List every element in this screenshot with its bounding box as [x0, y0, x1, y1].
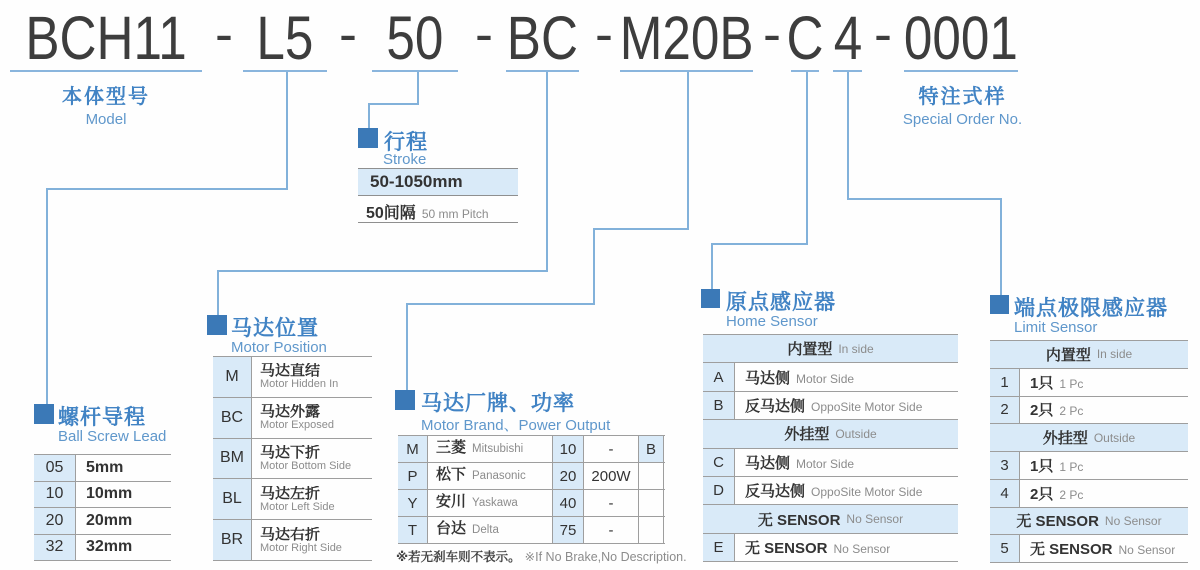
connector-line	[687, 72, 689, 228]
code-cell: BR	[213, 520, 252, 560]
limit-sensor-bullet-icon	[990, 295, 1009, 314]
code-cell: P	[398, 463, 428, 489]
ball-screw-title-en: Ball Screw Lead	[58, 428, 167, 445]
table-row	[34, 508, 171, 535]
motor-position-title-en: Motor Position	[231, 339, 327, 356]
connector-line	[217, 270, 548, 272]
connector-line	[847, 198, 1002, 200]
code-cell: 3	[990, 452, 1020, 479]
code-cell: A	[703, 363, 735, 390]
note-en: ※If No Brake,No Description.	[524, 550, 687, 564]
connector-line	[406, 303, 408, 391]
power-code-cell: 40	[553, 490, 584, 516]
motor-brand-title-zh: 马达厂牌、功率	[421, 392, 575, 415]
connector-line	[368, 103, 370, 128]
model-code-segment-motor-brand: M20B	[619, 4, 754, 72]
stroke-title-zh: 行程	[384, 131, 428, 154]
table-row: 4 2只 2 Pc	[990, 480, 1188, 508]
brand-cell: 松下 Panasonic	[428, 463, 553, 489]
table-row: A 马达侧 Motor Side	[703, 363, 958, 391]
table-row: E 无 SENSOR No Sensor	[703, 534, 958, 562]
table-row	[398, 490, 665, 517]
code-cell: 4	[990, 480, 1020, 507]
table-row: BL 马达左折 Motor Left Side	[213, 479, 372, 520]
brand-cell: 三菱 Mitsubishi	[428, 436, 553, 462]
code-cell: BM	[213, 439, 252, 479]
connector-line	[711, 243, 713, 289]
table-row: 3 1只 1 Pc	[990, 452, 1188, 480]
value-cell: 20mm	[86, 511, 133, 529]
group-header-row: 无 SENSOR No Sensor	[703, 505, 958, 533]
limit-sensor-title-en: Limit Sensor	[1014, 319, 1098, 336]
special-order-label-zh: 特注式样	[918, 86, 1007, 108]
stroke-table	[358, 168, 518, 223]
home-sensor-title-en: Home Sensor	[726, 313, 818, 330]
model-code-segment-limit-sensor: 4	[833, 4, 862, 72]
model-code-segment-home-sensor: C	[786, 4, 824, 72]
power-code-cell: 75	[553, 517, 584, 543]
motor-position-table	[213, 356, 372, 561]
power-code-cell: 20	[553, 463, 584, 489]
connector-line	[46, 188, 48, 404]
model-code-separator: -	[215, 4, 233, 64]
motor-brand-bullet-icon	[395, 390, 415, 410]
code-cell: D	[703, 477, 735, 504]
motor-brand-title-en: Motor Brand、Power Output	[421, 417, 611, 434]
model-code-separator: -	[763, 4, 781, 64]
brake-cell	[639, 517, 664, 543]
ball-screw-bullet-icon	[34, 404, 54, 424]
connector-line	[711, 243, 808, 245]
value-cell: 5mm	[86, 458, 124, 476]
code-cell: B	[703, 392, 735, 419]
connector-line	[417, 72, 419, 103]
table-row: C 马达侧 Motor Side	[703, 449, 958, 477]
motor-position-bullet-icon	[207, 315, 227, 335]
model-code-segment-special-order: 0001	[904, 4, 1019, 72]
model-code-segment-body: BCH11	[10, 6, 202, 72]
connector-line	[593, 228, 689, 230]
group-header-row: 内置型 In side	[703, 335, 958, 363]
stroke-pitch-row	[358, 196, 518, 223]
code-cell: 10	[34, 482, 76, 508]
motor-brand-table	[398, 435, 665, 544]
connector-line	[286, 72, 288, 188]
table-row	[34, 482, 171, 509]
power-code-cell: 10	[553, 436, 584, 462]
note-zh: ※若无刹车则不表示。	[396, 550, 521, 564]
code-cell: 05	[34, 455, 76, 481]
code-cell: BL	[213, 479, 252, 519]
home-sensor-table	[703, 334, 958, 562]
motor-position-title-zh: 马达位置	[231, 317, 319, 340]
model-label-en: Model	[85, 111, 127, 128]
limit-sensor-table	[990, 340, 1188, 563]
brand-cell: 台达 Delta	[428, 517, 553, 543]
value-cell: 32mm	[86, 538, 133, 556]
connector-line	[847, 72, 849, 198]
code-cell: 5	[990, 535, 1020, 562]
group-header-row: 无 SENSOR No Sensor	[990, 508, 1188, 536]
code-cell: 32	[34, 535, 76, 561]
table-row	[398, 436, 665, 463]
stroke-range-value: 50-1050mm	[370, 172, 463, 191]
callout-special-order	[880, 80, 1045, 128]
code-cell: Y	[398, 490, 428, 516]
ball-screw-title-zh: 螺杆导程	[58, 406, 146, 429]
power-cell: 200W	[584, 463, 639, 489]
stroke-title-en: Stroke	[383, 151, 427, 168]
power-cell: -	[584, 436, 639, 462]
connector-line	[593, 228, 595, 303]
table-row	[34, 455, 171, 482]
table-row	[398, 517, 665, 544]
table-row: 2 2只 2 Pc	[990, 397, 1188, 425]
callout-model	[20, 80, 192, 128]
table-row	[34, 535, 171, 562]
table-row: BC 马达外露 Motor Exposed	[213, 398, 372, 439]
table-row	[398, 463, 665, 490]
code-cell: M	[213, 357, 252, 397]
power-cell: -	[584, 490, 639, 516]
home-sensor-bullet-icon	[701, 289, 720, 308]
code-cell: BC	[213, 398, 252, 438]
home-sensor-title-zh: 原点感应器	[726, 291, 836, 314]
model-code-separator: -	[595, 4, 613, 64]
power-cell: -	[584, 517, 639, 543]
connector-line	[806, 72, 808, 243]
model-code-segment-stroke: 50	[372, 6, 458, 72]
ball-screw-table	[34, 454, 171, 561]
table-row: M 马达直结 Motor Hidden In	[213, 357, 372, 398]
stroke-pitch-zh: 50间隔	[366, 205, 416, 222]
value-cell: 10mm	[86, 485, 133, 503]
code-cell: 1	[990, 369, 1020, 396]
brake-cell	[639, 463, 664, 489]
code-cell: C	[703, 449, 735, 476]
model-code-segment-lead: L5	[243, 6, 327, 72]
table-row: 1 1只 1 Pc	[990, 369, 1188, 397]
connector-line	[406, 303, 595, 305]
table-row: BR 马达右折 Motor Right Side	[213, 520, 372, 561]
group-header-row: 外挂型 Outside	[703, 420, 958, 448]
code-cell: M	[398, 436, 428, 462]
brand-cell: 安川 Yaskawa	[428, 490, 553, 516]
brake-cell	[639, 490, 664, 516]
connector-line	[1000, 198, 1002, 295]
special-order-label-en: Special Order No.	[902, 111, 1023, 128]
model-code-segment-motor-position: BC	[506, 4, 579, 72]
connector-line	[217, 270, 219, 315]
code-cell: T	[398, 517, 428, 543]
model-label-zh: 本体型号	[62, 86, 150, 108]
stroke-pitch-en: 50 mm Pitch	[421, 207, 489, 221]
stroke-bullet-icon	[358, 128, 378, 148]
motor-brand-note	[396, 547, 687, 566]
limit-sensor-title-zh: 端点极限感应器	[1014, 297, 1168, 320]
model-code-separator: -	[874, 4, 892, 64]
table-row: 5 无 SENSOR No Sensor	[990, 535, 1188, 563]
connector-line	[46, 188, 288, 190]
group-header-row: 外挂型 Outside	[990, 424, 1188, 452]
table-row: D 反马达侧 OppoSite Motor Side	[703, 477, 958, 505]
model-code-separator: -	[339, 4, 357, 64]
group-header-row: 内置型 In side	[990, 341, 1188, 369]
code-cell: 20	[34, 508, 76, 534]
connector-line	[368, 103, 419, 105]
stroke-range-row	[358, 168, 518, 196]
brake-cell: B	[639, 436, 664, 462]
code-cell: 2	[990, 397, 1020, 424]
code-cell: E	[703, 534, 735, 561]
table-row: B 反马达侧 OppoSite Motor Side	[703, 392, 958, 420]
connector-line	[546, 72, 548, 270]
table-row: BM 马达下折 Motor Bottom Side	[213, 439, 372, 480]
model-code-separator: -	[475, 4, 493, 64]
